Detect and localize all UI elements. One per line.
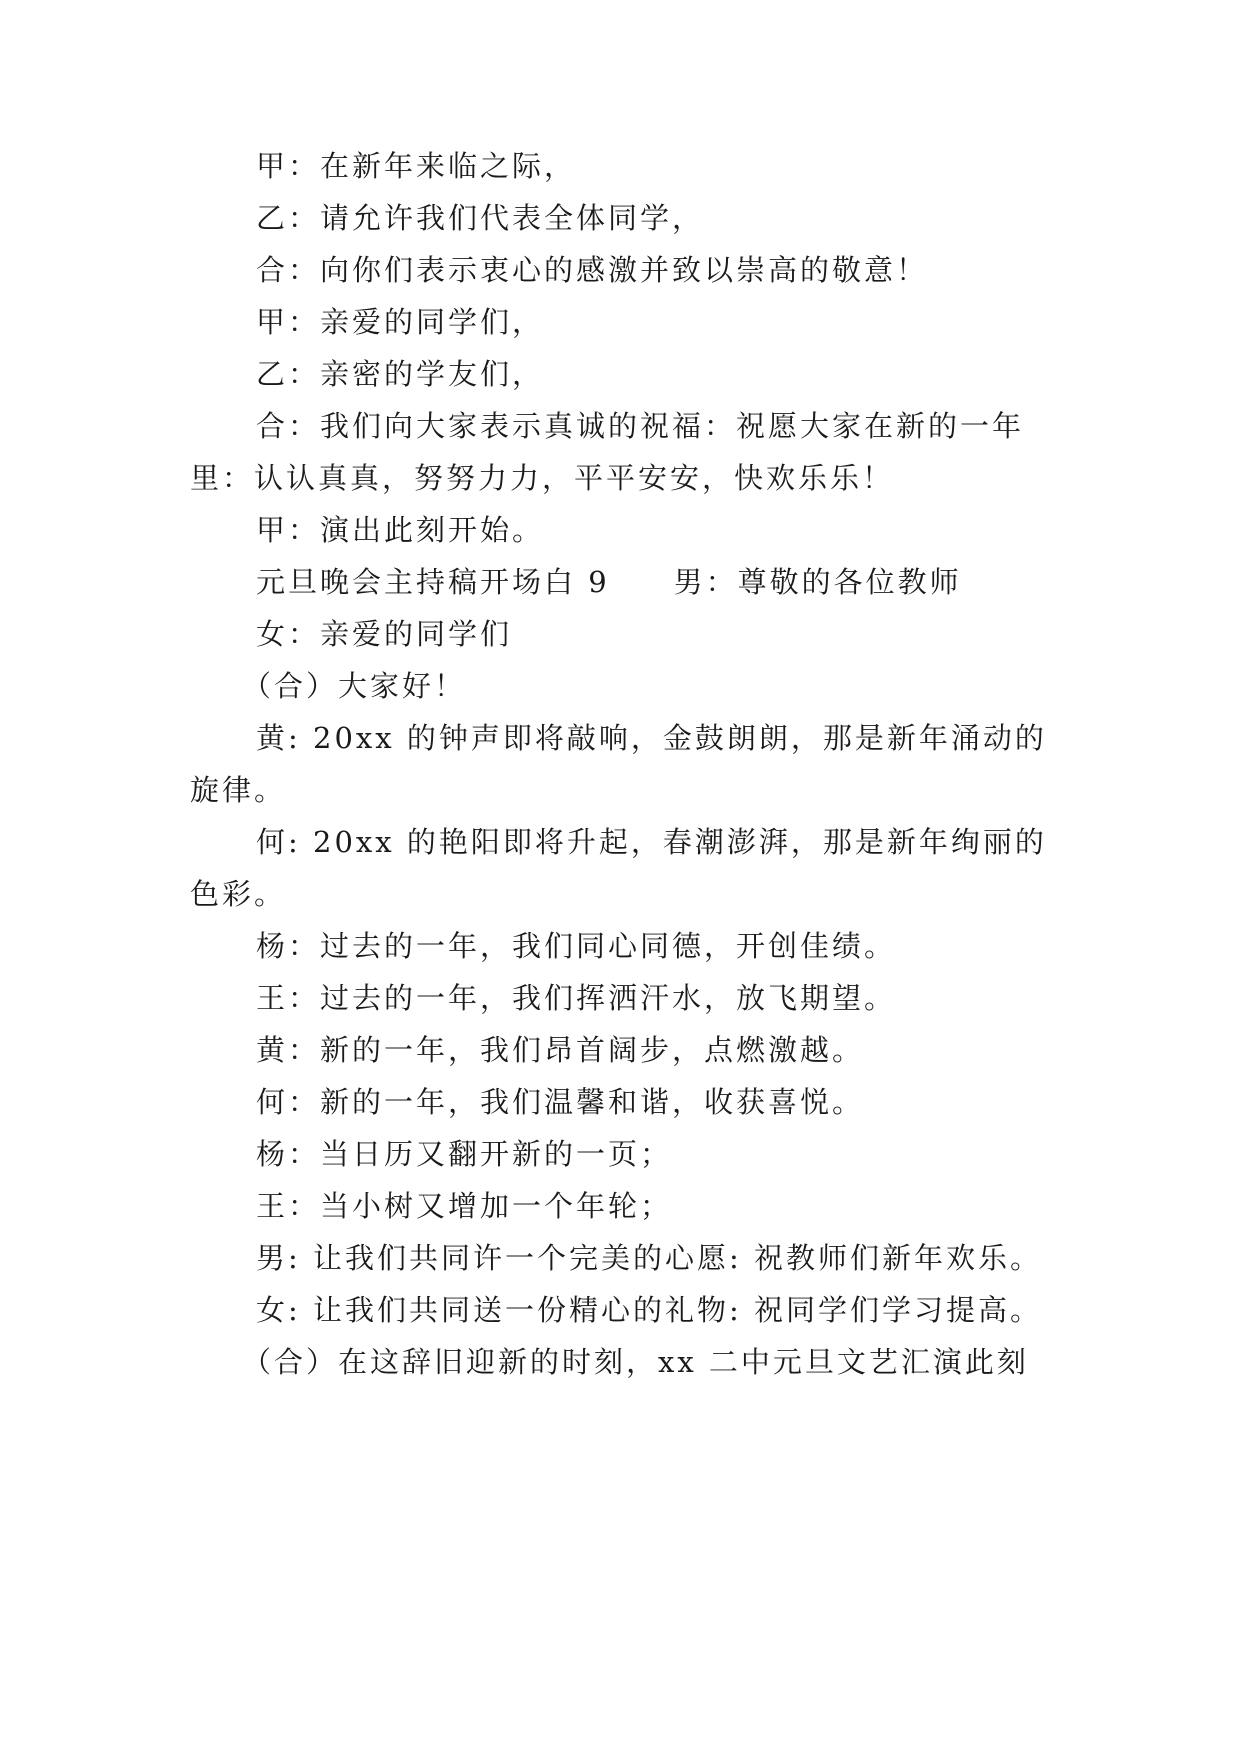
script-line: 王：过去的一年，我们挥洒汗水，放飞期望。 [256, 981, 897, 1015]
script-line: 杨：过去的一年，我们同心同德，开创佳绩。 [256, 929, 897, 963]
script-line: 男: 让我们共同许一个完美的心愿: 祝教师们新年欢乐。 [256, 1241, 1042, 1275]
script-line: 杨：当日历又翻开新的一页； [256, 1137, 673, 1171]
script-line-continuation: 旋律。 [190, 773, 287, 807]
script-line: 甲：在新年来临之际， [256, 149, 577, 183]
script-line: 王：当小树又增加一个年轮； [256, 1189, 673, 1223]
script-line-continuation: 里：认认真真，努努力力，平平安安，快欢乐乐！ [190, 461, 895, 495]
section-heading-line: 元旦晚会主持稿开场白 9 男：尊敬的各位教师 [256, 565, 962, 599]
script-line: 黄: 20xx 的钟声即将敲响，金鼓朗朗，那是新年涌动的 [256, 721, 1047, 755]
script-line: 何：新的一年，我们温馨和谐，收获喜悦。 [256, 1085, 865, 1119]
script-line: 黄：新的一年，我们昂首阔步，点燃激越。 [256, 1033, 865, 1067]
script-line: 乙：请允许我们代表全体同学， [256, 201, 705, 235]
script-line: 何: 20xx 的艳阳即将升起，春潮澎湃，那是新年绚丽的 [256, 825, 1047, 859]
script-line: 乙：亲密的学友们， [256, 357, 545, 391]
script-line: 甲：亲爱的同学们， [256, 305, 545, 339]
script-line: 女：亲爱的同学们 [256, 617, 513, 651]
script-line: 甲：演出此刻开始。 [256, 513, 545, 547]
script-line-continuation: 色彩。 [190, 877, 287, 911]
script-line: 女: 让我们共同送一份精心的礼物: 祝同学们学习提高。 [256, 1293, 1042, 1327]
script-line: 合：我们向大家表示真诚的祝福：祝愿大家在新的一年 [256, 409, 1025, 443]
script-line: （合）大家好！ [242, 669, 467, 703]
script-line: 合：向你们表示衷心的感激并致以崇高的敬意！ [256, 253, 929, 287]
script-line: （合）在这辞旧迎新的时刻，xx 二中元旦文艺汇演此刻 [242, 1345, 1029, 1379]
